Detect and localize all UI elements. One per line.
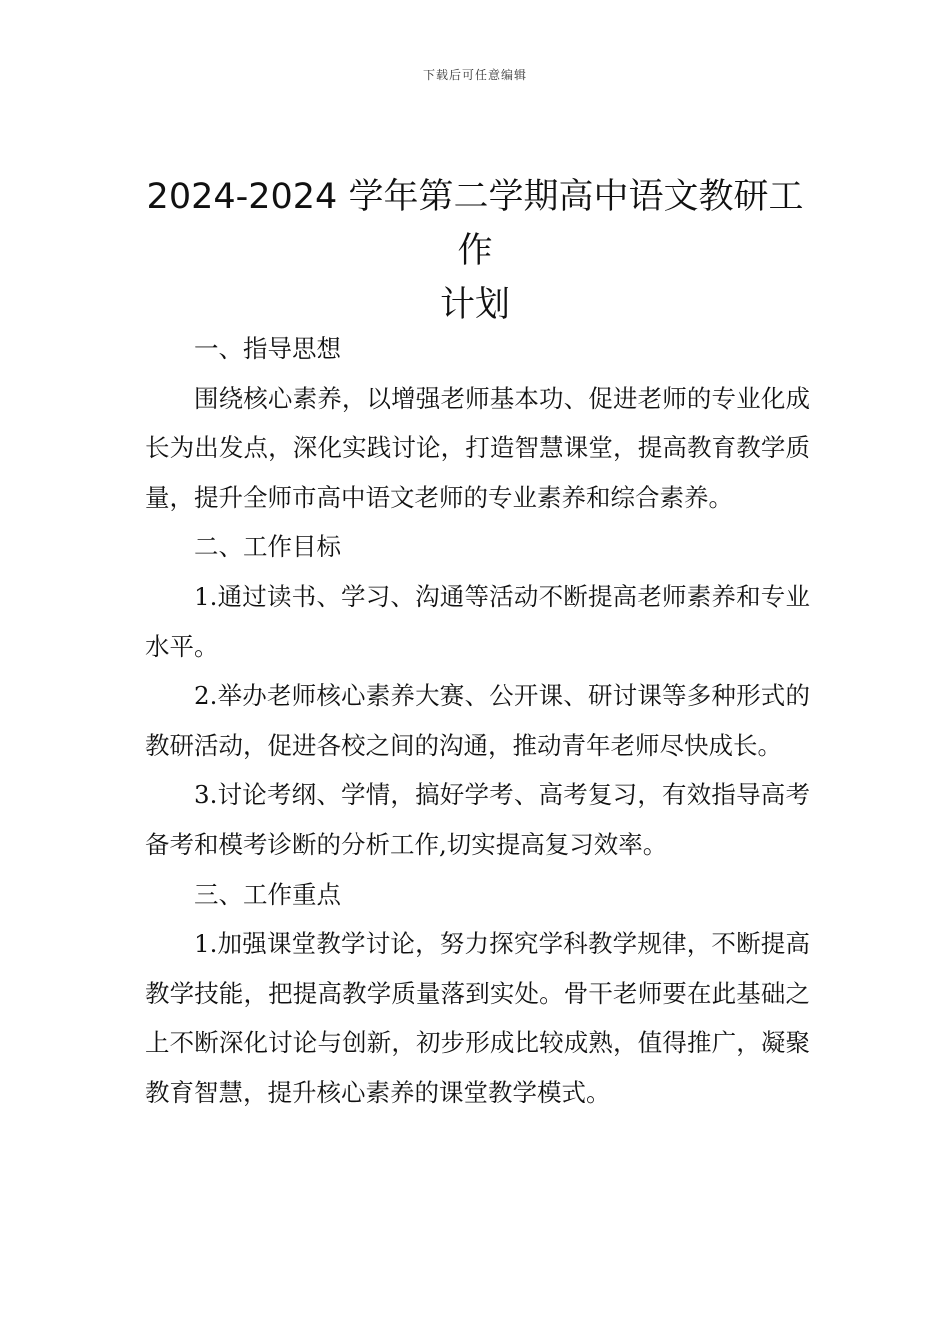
title-line-1: 2024-2024 学年第二学期高中语文教研工作 xyxy=(146,177,804,271)
paragraph-goal-2: 2.举办老师核心素养大赛、公开课、研讨课等多种形式的教研活动，促进各校之间的沟通，推动青年老师尽快成长。 xyxy=(145,681,810,760)
document-title xyxy=(130,170,820,332)
header-note: 下载后可任意编辑 xyxy=(422,68,527,82)
paragraph-focus-1: 1.加强课堂教学讨论，努力探究学科教学规律，不断提高教学技能，把提高教学质量落到实处。骨干老师要在此基础之上不断深化讨论与创新，初步形成比较成熟，值得推广，凝聚教育智慧，提升核心素养的课堂教学模式。 xyxy=(145,929,810,1107)
section-heading-work-focus: 三、工作重点 xyxy=(194,879,341,909)
paragraph-goal-3: 3.讨论考纲、学情，搞好学考、高考复习，有效指导高考备考和模考诊断的分析工作,切实提高复习效率。 xyxy=(145,780,810,859)
title-line-2: 计划 xyxy=(439,285,510,325)
document-body xyxy=(145,324,810,1118)
paragraph-guiding-ideology: 围绕核心素养，以增强老师基本功、促进老师的专业化成长为出发点，深化实践讨论，打造智慧课堂，提高教育教学质量，提升全师市高中语文老师的专业素养和综合素养。 xyxy=(145,383,810,512)
section-heading-work-goals: 二、工作目标 xyxy=(194,532,341,562)
section-heading-guiding-ideology: 一、指导思想 xyxy=(194,334,341,363)
paragraph-goal-1: 1.通过读书、学习、沟通等活动不断提高老师素养和专业水平。 xyxy=(145,581,810,661)
